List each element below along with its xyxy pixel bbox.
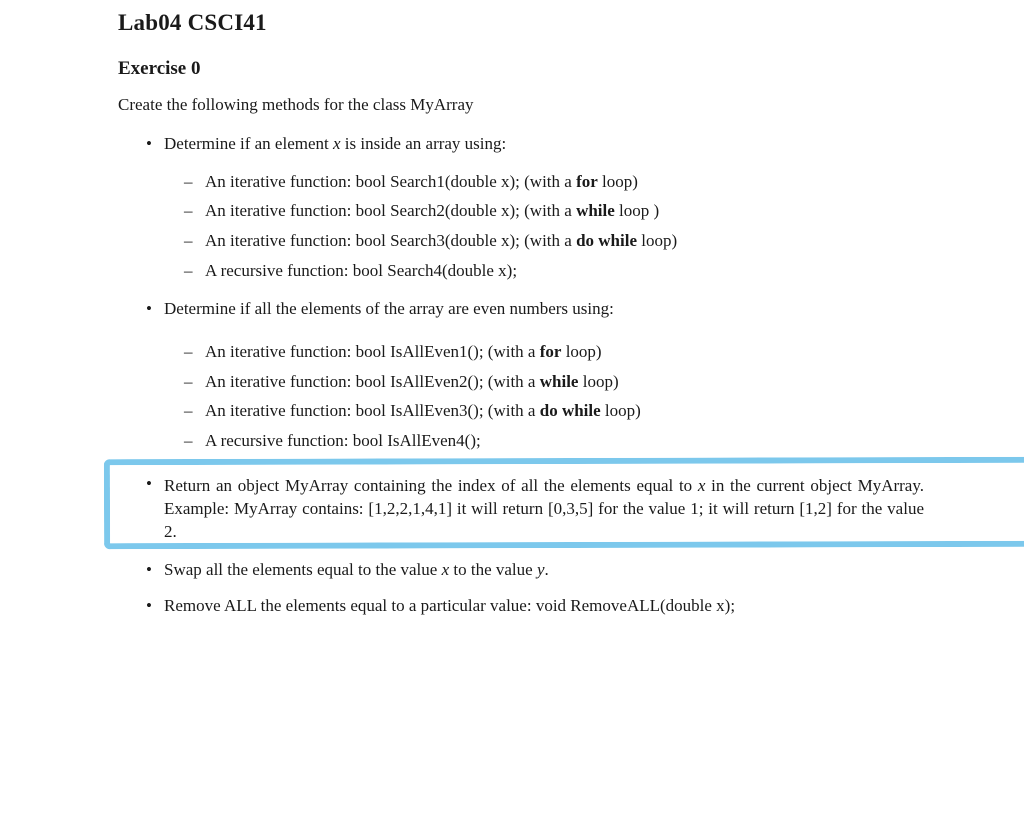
bullet-1-item: A recursive function: bool Search4(double x); bbox=[205, 261, 518, 280]
bullet-marker: • bbox=[146, 560, 152, 579]
bullet-5-text: Remove ALL the elements equal to a particular value: void RemoveALL(double x); bbox=[164, 596, 736, 615]
bullet-2-item: An iterative function: bool IsAllEven3(); (with a do while loop) bbox=[205, 401, 641, 420]
bullet-3-text: Return an object MyArray containing the index of all the elements equal to x in the current object MyArray. Example: MyArray contains: [1,2,2,1,4,1] it will return [0,3,5] for the value 1; it will return [1,2] for the value 2. bbox=[164, 476, 924, 541]
bullet-1-item: An iterative function: bool Search1(double x); (with a for loop) bbox=[205, 172, 638, 191]
bullet-1-text: Determine if an element x is inside an array using: bbox=[164, 134, 507, 153]
bullet-1-item: An iterative function: bool Search2(double x); (with a while loop ) bbox=[205, 201, 660, 220]
dash-marker: – bbox=[184, 372, 193, 391]
bullet-1-item: An iterative function: bool Search3(double x); (with a do while loop) bbox=[205, 231, 678, 250]
bullet-2-item: A recursive function: bool IsAllEven4(); bbox=[205, 431, 481, 450]
dash-marker: – bbox=[184, 201, 193, 220]
dash-marker: – bbox=[184, 172, 193, 191]
dash-marker: – bbox=[184, 231, 193, 250]
dash-marker: – bbox=[184, 342, 193, 361]
bullet-2-text: Determine if all the elements of the array are even numbers using: bbox=[164, 299, 614, 318]
bullet-2-item: An iterative function: bool IsAllEven2(); (with a while loop) bbox=[205, 372, 619, 391]
bullet-marker: • bbox=[146, 596, 152, 615]
bullet-marker: • bbox=[146, 134, 152, 153]
dash-marker: – bbox=[184, 401, 193, 420]
intro-text: Create the following methods for the class MyArray bbox=[118, 95, 474, 114]
bullet-marker: • bbox=[146, 299, 152, 318]
page-title: Lab04 CSCI41 bbox=[118, 10, 267, 35]
bullet-2-item: An iterative function: bool IsAllEven1(); (with a for loop) bbox=[205, 342, 602, 361]
dash-marker: – bbox=[184, 431, 193, 450]
exercise-heading: Exercise 0 bbox=[118, 58, 201, 79]
dash-marker: – bbox=[184, 261, 193, 280]
bullet-4-text: Swap all the elements equal to the value x to the value y. bbox=[164, 560, 549, 579]
bullet-marker: • bbox=[146, 474, 152, 493]
